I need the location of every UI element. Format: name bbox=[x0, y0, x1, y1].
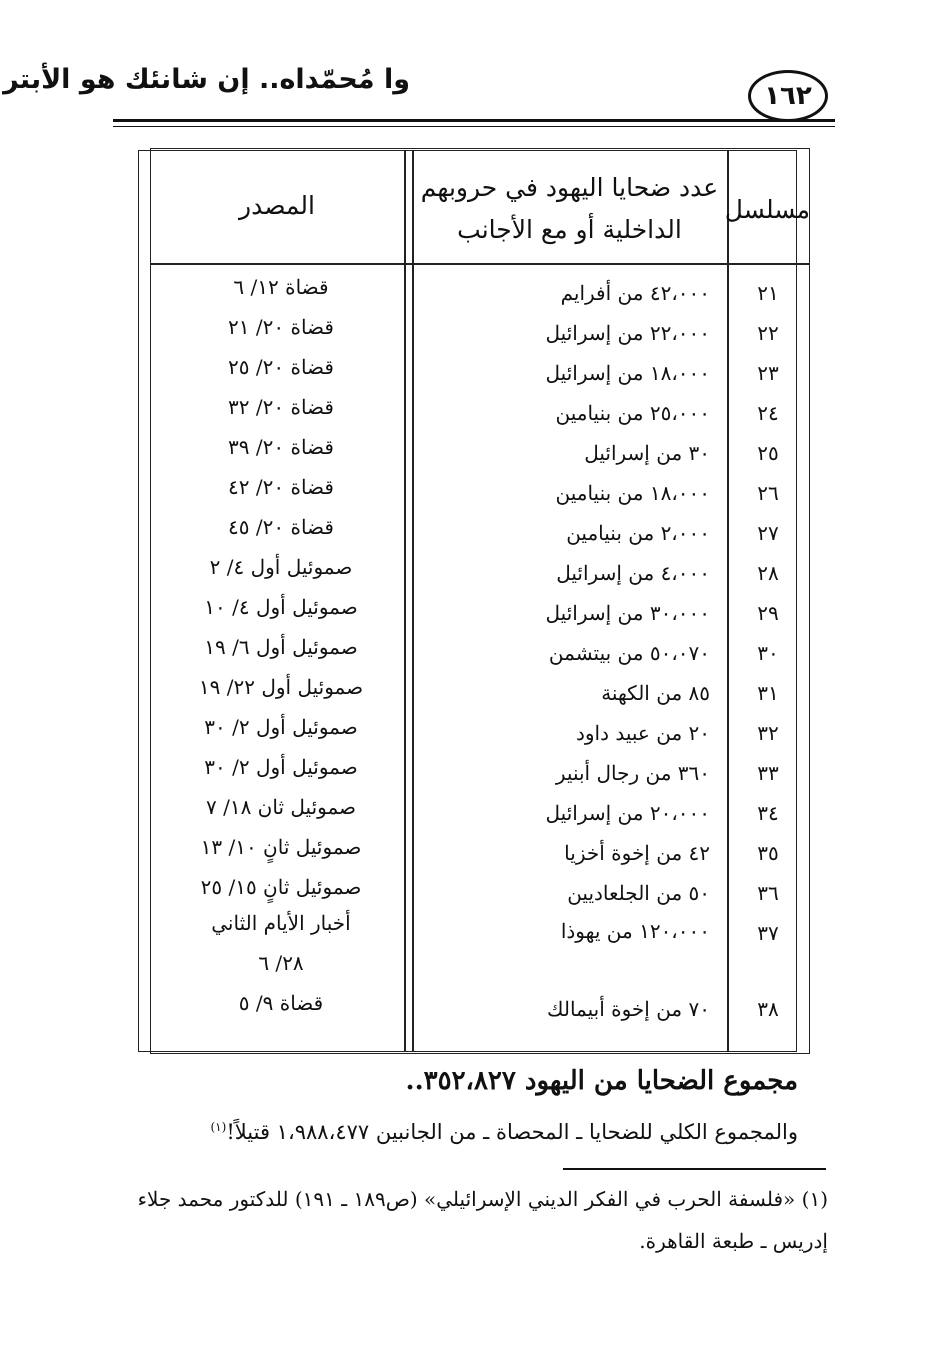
row-serial: ٣٨ bbox=[757, 997, 779, 1021]
running-header-title: وا مُحمّداه.. إن شانئك هو الأبتر bbox=[3, 64, 410, 95]
row-serial: ٣٧ bbox=[757, 921, 779, 945]
grand-total bbox=[150, 1120, 798, 1144]
row-source: قضاة ٢٠/ ٢٥ bbox=[228, 355, 334, 379]
grand-total-text: والمجموع الكلي للضحايا ـ المحصاة ـ من الجانبين ١،٩٨٨،٤٧٧ قتيلاً! bbox=[226, 1120, 798, 1144]
row-serial: ٢١ bbox=[757, 281, 779, 305]
row-source: قضاة ٢٠/ ٣٢ bbox=[228, 395, 334, 419]
header-victims-line1: عدد ضحايا اليهود في حروبهم bbox=[420, 173, 719, 202]
row-victims: ٢،٠٠٠ من بنيامين bbox=[566, 521, 710, 545]
row-victims: ١٢٠،٠٠٠ من يهوذا bbox=[560, 919, 710, 943]
row-serial: ٢٣ bbox=[757, 361, 779, 385]
row-serial: ٢٧ bbox=[757, 521, 779, 545]
row-source: صموئيل ثانٍ ١٠/ ١٣ bbox=[200, 835, 362, 859]
header-source: المصدر bbox=[239, 191, 315, 220]
row-victims: ٥٠ من الجلعاديين bbox=[567, 881, 710, 905]
row-serial: ٣٢ bbox=[757, 721, 779, 745]
row-serial: ٢٦ bbox=[757, 481, 779, 505]
row-source-line2: ٢٨/ ٦ bbox=[258, 951, 304, 975]
row-source: صموئيل ثان ١٨/ ٧ bbox=[205, 795, 357, 819]
row-victims: ٥٠،٠٧٠ من بيتشمن bbox=[548, 641, 710, 665]
row-victims: ٢٢،٠٠٠ من إسرائيل bbox=[545, 321, 710, 345]
row-victims: ٤،٠٠٠ من إسرائيل bbox=[556, 561, 710, 585]
row-source: قضاة ٢٠/ ٤٥ bbox=[228, 515, 334, 539]
row-victims: ٨٥ من الكهنة bbox=[601, 681, 710, 705]
row-victims: ٢٥،٠٠٠ من بنيامين bbox=[555, 401, 710, 425]
row-source: صموئيل أول ٤/ ١٠ bbox=[204, 595, 358, 619]
row-victims: ١٨،٠٠٠ من إسرائيل bbox=[545, 361, 710, 385]
row-serial: ٣٤ bbox=[757, 801, 779, 825]
header-divider bbox=[150, 263, 810, 265]
row-serial: ٣٣ bbox=[757, 761, 779, 785]
victims-total: مجموع الضحايا من اليهود ٣٥٢،٨٢٧.. bbox=[405, 1066, 798, 1096]
row-serial: ٢٥ bbox=[757, 441, 779, 465]
row-source: صموئيل أول ٤/ ٢ bbox=[209, 555, 353, 579]
row-source: قضاة ١٢/ ٦ bbox=[233, 275, 329, 299]
footnote: (١) «فلسفة الحرب في الفكر الديني الإسرائيلي» (ص١٨٩ ـ ١٩١) للدكتور محمد جلاء إدريس ـ طبعة القاهرة. bbox=[137, 1187, 828, 1253]
row-victims: ٢٠،٠٠٠ من إسرائيل bbox=[545, 801, 710, 825]
row-victims: ٣٠ من إسرائيل bbox=[584, 441, 710, 465]
header-victims-line2: الداخلية أو مع الأجانب bbox=[457, 215, 682, 244]
row-serial: ٣٠ bbox=[757, 641, 779, 665]
row-serial: ٢٩ bbox=[757, 601, 779, 625]
row-victims: ٣٠،٠٠٠ من إسرائيل bbox=[545, 601, 710, 625]
row-serial: ٣٦ bbox=[757, 881, 779, 905]
row-source: قضاة ٩/ ٥ bbox=[238, 991, 324, 1015]
row-victims: ٤٢ من إخوة أخزيا bbox=[564, 841, 710, 865]
row-serial: ٣٥ bbox=[757, 841, 779, 865]
row-source: صموئيل أول ٢/ ٣٠ bbox=[204, 755, 358, 779]
row-source: صموئيل أول ٢٢/ ١٩ bbox=[198, 675, 364, 699]
header-rule-thin bbox=[113, 126, 835, 127]
footnote-rule bbox=[563, 1168, 826, 1170]
row-victims: ٣٦٠ من رجال أبنير bbox=[555, 761, 710, 785]
header-serial: مسلسل bbox=[724, 195, 810, 224]
row-serial: ٢٢ bbox=[757, 321, 779, 345]
row-source: أخبار الأيام الثاني bbox=[211, 911, 351, 935]
row-source: قضاة ٢٠/ ٢١ bbox=[228, 315, 334, 339]
footnote-marker: (١) bbox=[210, 1120, 227, 1134]
row-source: قضاة ٢٠/ ٣٩ bbox=[228, 435, 334, 459]
row-victims: ٤٢،٠٠٠ من أفرايم bbox=[560, 281, 710, 305]
row-source: قضاة ٢٠/ ٤٢ bbox=[228, 475, 334, 499]
row-victims: ١٨،٠٠٠ من بنيامين bbox=[555, 481, 710, 505]
row-victims: ٧٠ من إخوة أبيمالك bbox=[547, 997, 710, 1021]
row-victims: ٢٠ من عبيد داود bbox=[575, 721, 710, 745]
row-source: صموئيل أول ٢/ ٣٠ bbox=[204, 715, 358, 739]
row-serial: ٣١ bbox=[757, 681, 779, 705]
row-source: صموئيل أول ٦/ ١٩ bbox=[204, 635, 358, 659]
row-serial: ٢٤ bbox=[757, 401, 779, 425]
row-serial: ٢٨ bbox=[757, 561, 779, 585]
row-source: صموئيل ثانٍ ١٥/ ٢٥ bbox=[200, 875, 362, 899]
header-rule-thick bbox=[113, 119, 835, 122]
page-number: ١٦٢ bbox=[748, 70, 828, 122]
